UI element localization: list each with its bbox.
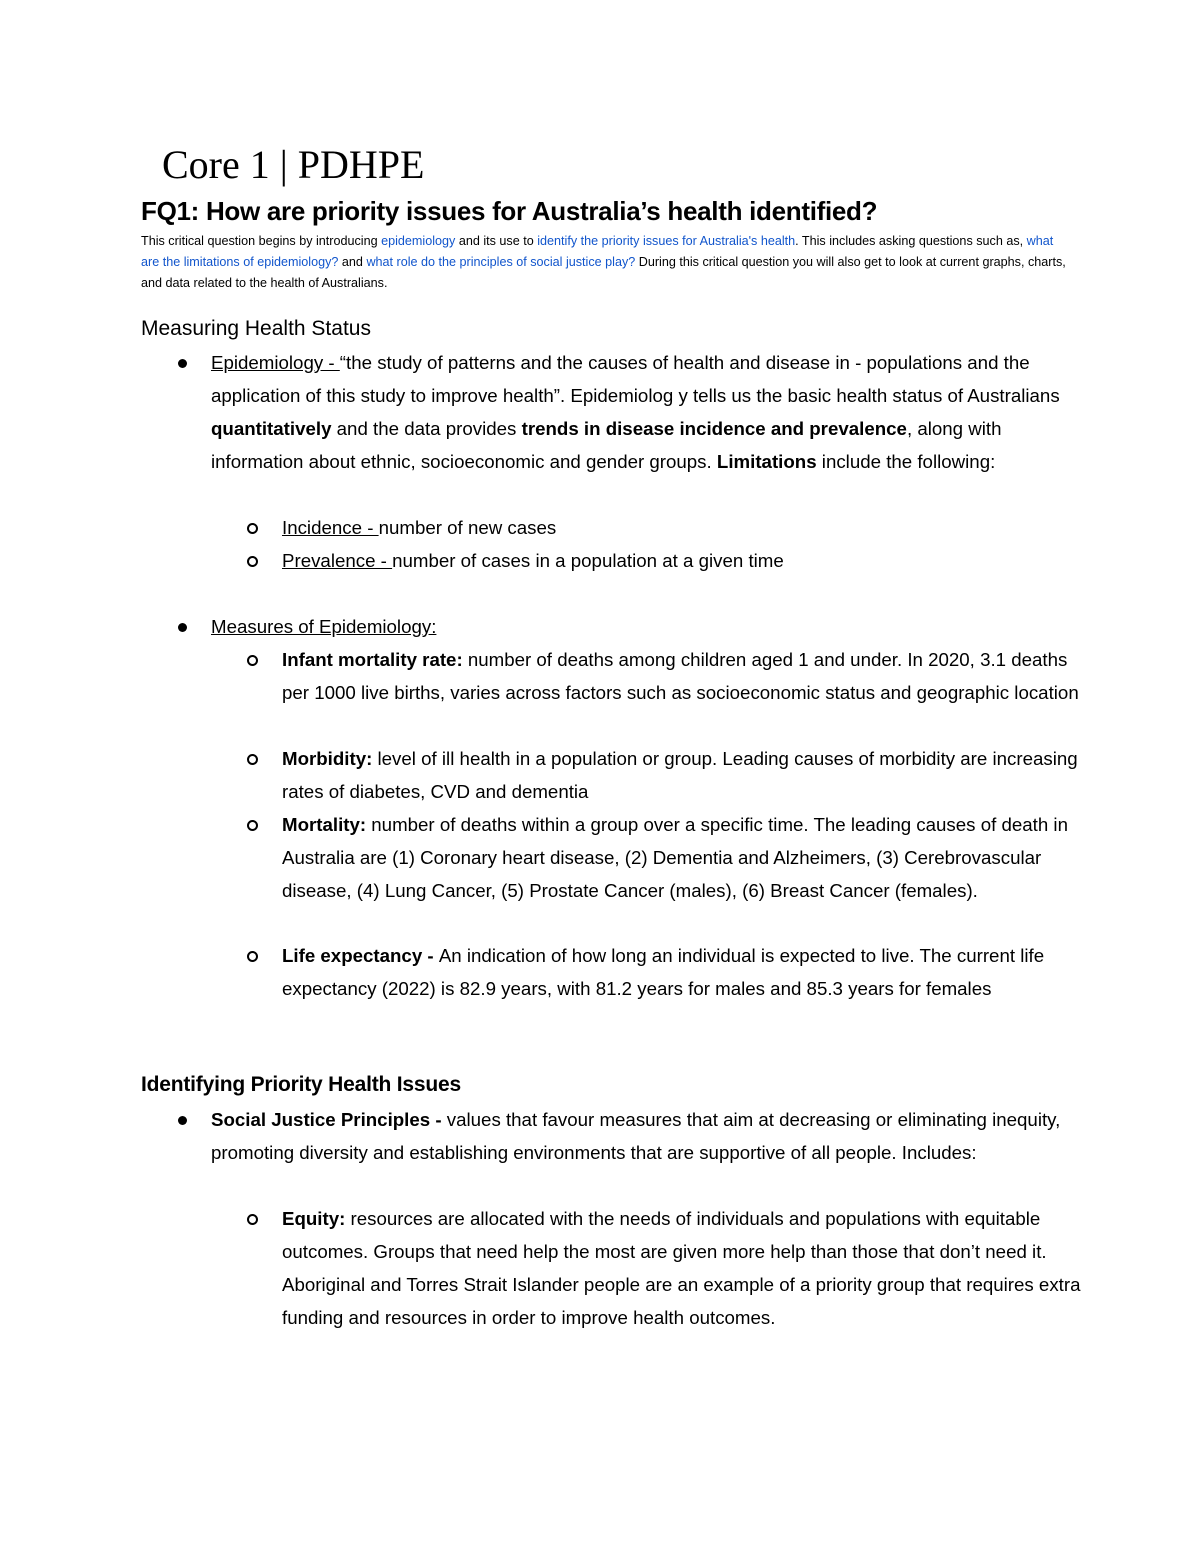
hollow-bullet-icon bbox=[247, 556, 258, 567]
term-social-justice: Social Justice Principles - bbox=[211, 1109, 447, 1130]
mortality-item bbox=[282, 808, 1082, 907]
epidemiology-text: include the following: bbox=[816, 451, 996, 472]
equity-item bbox=[282, 1202, 1082, 1334]
mortality-text: number of deaths within a group over a specific time. The leading causes of death in Australia are (1) Coronary heart disease, (2) Dementia and Alzheimers, (3) Cerebrovascular disease, (4) Lung Cancer, (5) Prostate Cancer (males), (6) Breast Cancer (females). bbox=[282, 814, 1068, 901]
term-epidemiology: Epidemiology - bbox=[211, 352, 340, 373]
epidemiology-text: and the data provides bbox=[331, 418, 522, 439]
hollow-bullet-icon bbox=[247, 820, 258, 831]
social-justice-item bbox=[211, 1103, 1071, 1169]
life-expectancy-item bbox=[282, 939, 1082, 1005]
intro-text: During this critical question you will also get to look at current graphs, charts, and data related to the health of Australians. bbox=[141, 255, 1066, 290]
term-infant-mortality: Infant mortality rate: bbox=[282, 649, 463, 670]
term-equity: Equity: bbox=[282, 1208, 346, 1229]
measures-item bbox=[211, 610, 1071, 643]
social-justice-text: values that favour measures that aim at decreasing or eliminating inequity, promoting diversity and establishing environments that are supportive of all people. Includes: bbox=[211, 1109, 1061, 1163]
prevalence-text: number of cases in a population at a given time bbox=[392, 550, 784, 571]
term-mortality: Mortality: bbox=[282, 814, 367, 835]
section-heading-identifying: Identifying Priority Health Issues bbox=[141, 1073, 461, 1096]
term-morbidity: Morbidity: bbox=[282, 748, 373, 769]
intro-paragraph bbox=[141, 231, 1071, 294]
priority-issues-link[interactable]: identify the priority issues for Australia's health bbox=[537, 234, 796, 248]
intro-text: . This includes asking questions such as, bbox=[795, 234, 1027, 248]
bullet-icon bbox=[178, 623, 187, 632]
epidemiology-text: “the study of patterns and the causes of health and disease in - populations and the application of this study to improve health”. Epidemiolog y tells us the basic health status of Australians bbox=[211, 352, 1060, 406]
morbidity-item bbox=[282, 742, 1082, 808]
intro-text: and bbox=[338, 255, 367, 269]
intro-text: This critical question begins by introducing bbox=[141, 234, 382, 248]
hollow-bullet-icon bbox=[247, 523, 258, 534]
measures-label: Measures of Epidemiology: bbox=[211, 616, 437, 637]
term-incidence: Incidence - bbox=[282, 517, 379, 538]
equity-text: resources are allocated with the needs of individuals and populations with equitable outcomes. Groups that need help the most are given more help than those that don’t need it. Aboriginal and Torres Strait Islander people are an example of a priority group that requires extra funding and resources in order to improve health outcomes. bbox=[282, 1208, 1081, 1328]
hollow-bullet-icon bbox=[247, 1214, 258, 1225]
bullet-icon bbox=[178, 1116, 187, 1125]
incidence-item bbox=[282, 511, 1082, 544]
infant-mortality-item bbox=[282, 643, 1082, 709]
limitations-link[interactable]: what are the limitations of epidemiology? bbox=[141, 234, 1054, 269]
bullet-icon bbox=[178, 359, 187, 368]
bold-term: Limitations bbox=[716, 451, 817, 472]
social-justice-link[interactable]: what role do the principles of social justice play? bbox=[366, 255, 636, 269]
life-expectancy-text: An indication of how long an individual is expected to live. The current life expectancy (2022) is 82.9 years, with 81.2 years for males and 85.3 years for females bbox=[282, 945, 1045, 999]
hollow-bullet-icon bbox=[247, 754, 258, 765]
page-title: Core 1 | PDHPE bbox=[162, 142, 425, 187]
section-heading-measuring: Measuring Health Status bbox=[141, 317, 371, 340]
prevalence-item bbox=[282, 544, 1082, 577]
infant-mortality-text: number of deaths among children aged 1 and under. In 2020, 3.1 deaths per 1000 live births, varies across factors such as socioeconomic status and geographic location bbox=[282, 649, 1079, 703]
hollow-bullet-icon bbox=[247, 655, 258, 666]
epidemiology-text: , along with information about ethnic, socioeconomic and gender groups. bbox=[211, 418, 1002, 472]
bold-term: trends in disease incidence and prevalence bbox=[521, 418, 907, 439]
term-life-expectancy: Life expectancy - bbox=[282, 945, 439, 966]
epidemiology-item bbox=[211, 346, 1071, 478]
incidence-text: number of new cases bbox=[378, 517, 557, 538]
intro-text: and its use to bbox=[455, 234, 538, 248]
focus-question-heading: FQ1: How are priority issues for Australia’s health identified? bbox=[141, 196, 878, 226]
bold-term: quantitatively bbox=[211, 418, 332, 439]
epidemiology-link[interactable]: epidemiology bbox=[381, 234, 456, 248]
morbidity-text: level of ill health in a population or group. Leading causes of morbidity are increasing rates of diabetes, CVD and dementia bbox=[282, 748, 1078, 802]
term-prevalence: Prevalence - bbox=[282, 550, 393, 571]
hollow-bullet-icon bbox=[247, 951, 258, 962]
